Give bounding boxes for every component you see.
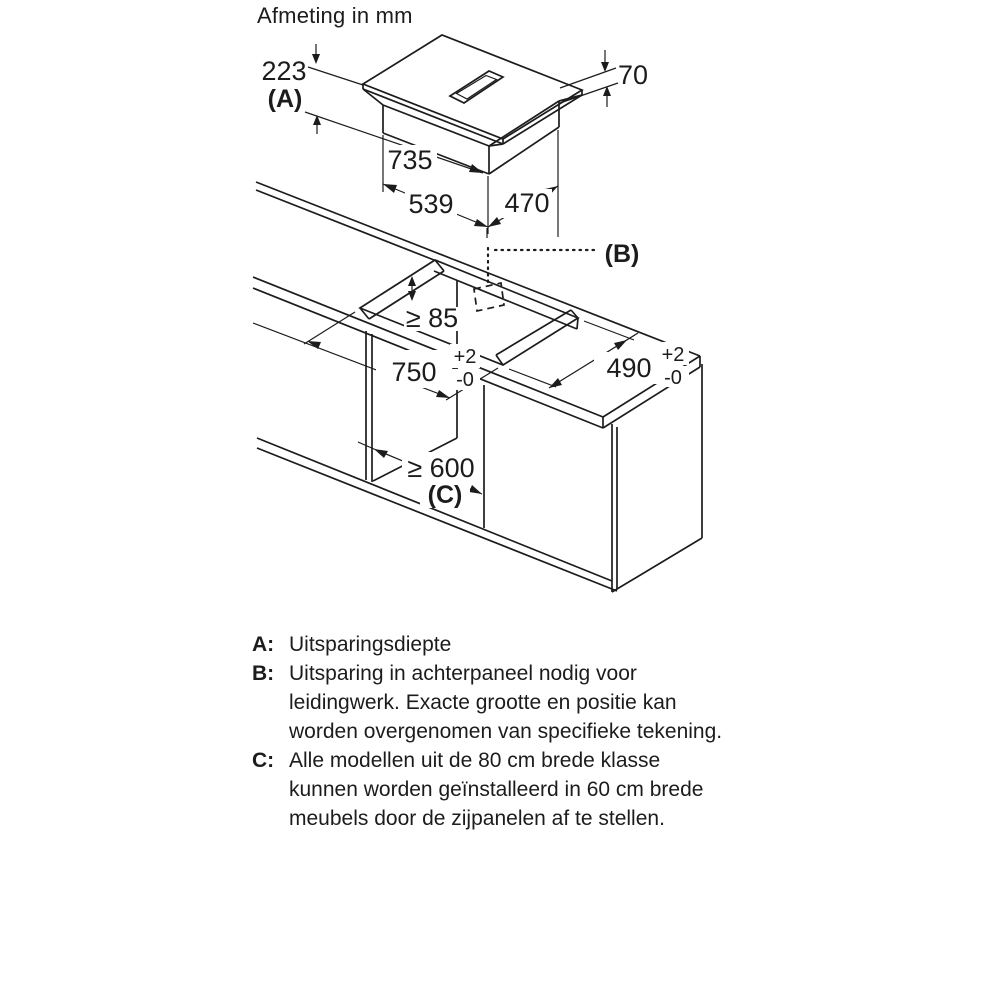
legend-key-b: B: [252,662,275,685]
hob-dim-735-label: 735 [387,145,433,175]
hob-label-A: (A) [267,85,303,113]
hob-dim-223-label: 223 [261,56,307,86]
legend-text-a: Uitsparingsdiepte [289,633,452,656]
dim-600-label: ≥ 600 [407,453,475,483]
dim-85-label: ≥ 85 [405,303,459,333]
hob-dim-539-label: 539 [408,189,454,219]
dim-750-tol-minus: -0 [456,369,474,391]
dim-750-tol-plus: +2 [453,346,477,368]
dim-490-tol-minus: -0 [664,367,682,389]
dim-750-label: 750 [391,357,437,387]
legend-text-b: Uitsparing in achterpaneel nodig voor leidingwerk. Exacte grootte en positie kan worden overgenomen van specifieke tekening. [289,662,723,743]
legend-key-c: C: [252,749,275,772]
legend [252,630,730,833]
page-title: Afmeting in mm [257,3,413,28]
panel-cutout-marker [474,228,596,311]
dim-back-clearance [408,276,416,301]
legend-item-b [252,659,730,746]
vent-slot [450,71,503,103]
cabinet-label-B: (B) [604,240,640,268]
dim-recess-depth [308,44,363,134]
dim-490-label: 490 [606,353,652,383]
cabinet-drawing [253,182,702,592]
hob-dim-70-label: 70 [617,60,649,90]
dim-490-tol-plus: +2 [661,344,685,366]
cabinet-label-C: (C) [427,481,463,509]
legend-item-a [252,630,730,659]
hob-dim-470-label: 470 [504,188,550,218]
legend-key-a: A: [252,633,275,656]
legend-item-c [252,746,730,833]
legend-text-c: Alle modellen uit de 80 cm brede klasse kunnen worden geïnstalleerd in 60 cm brede meubels door de zijpanelen af te stellen. [289,749,704,830]
